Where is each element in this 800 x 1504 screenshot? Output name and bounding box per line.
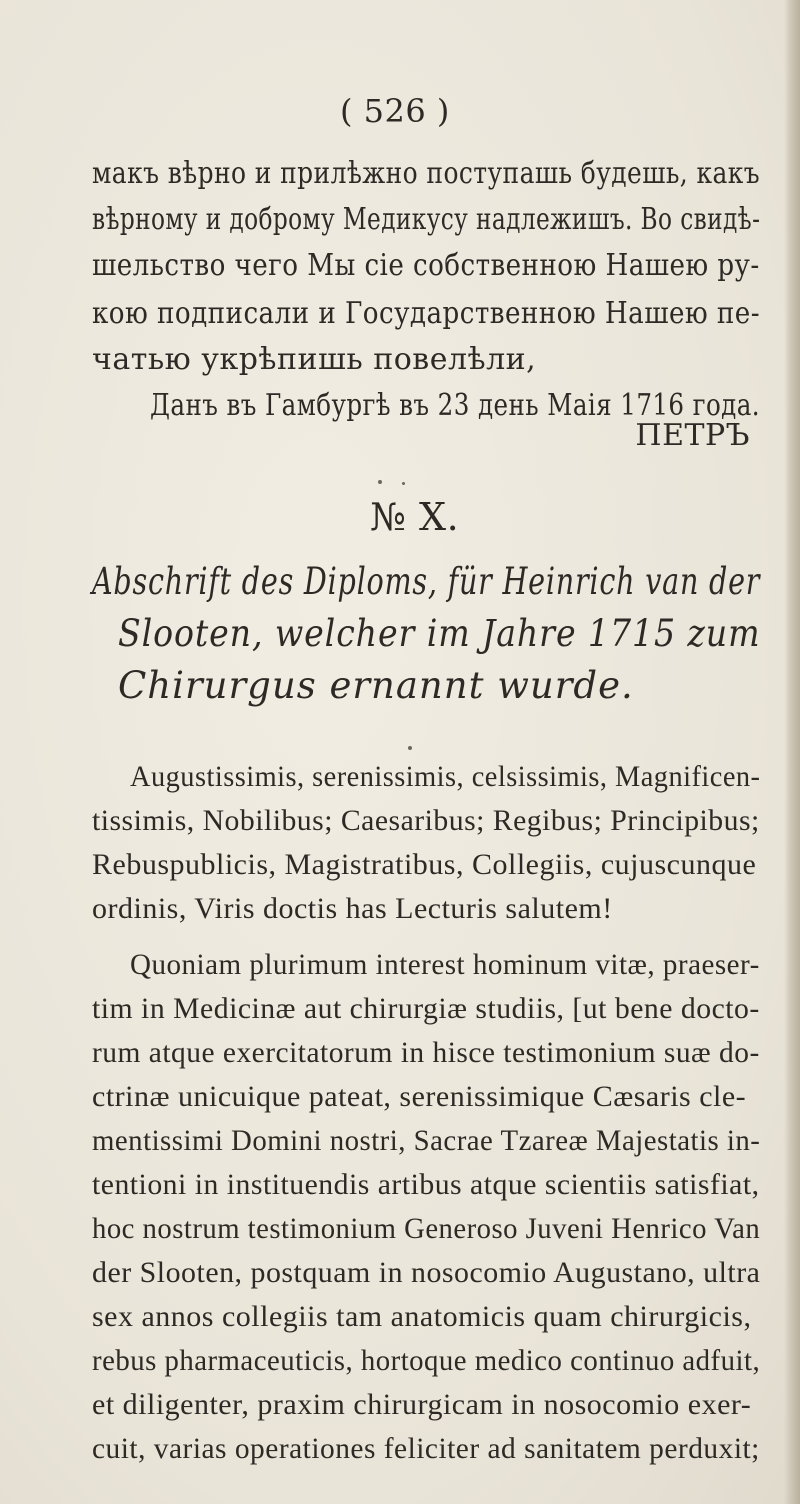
russian-line: чатью укрѣпишь повелѣли, — [92, 342, 537, 377]
latin-line: ordinis, Viris doctis has Lecturis salutem! — [92, 892, 613, 925]
signature: ПЕТРЪ — [635, 418, 750, 453]
russian-line: вѣрному и доброму Медикусу надлежишъ. Во свидѣ- — [92, 202, 761, 237]
latin-line: Quoniam plurimum interest hominum vitæ, praeser- — [130, 948, 760, 981]
german-title-line: Abschrift des Diploms, für Heinrich van der — [92, 560, 761, 603]
date-line: Данъ въ Гамбургѣ въ 23 день Маія 1716 года. — [150, 388, 760, 423]
german-title-line: Chirurgus ernannt wurde. — [118, 664, 634, 707]
ink-speck — [402, 482, 405, 485]
latin-line: Augustissimis, serenissimis, celsissimis, Magnificen- — [130, 760, 761, 793]
latin-line: hoc nostrum testimonium Generoso Juveni Henrico Van — [92, 1212, 761, 1245]
latin-line: tim in Medicinæ aut chirurgiæ studiis, [ut bene docto- — [92, 992, 760, 1025]
page-edge-shadow — [784, 0, 800, 1504]
document-number: № X. — [370, 495, 460, 539]
latin-line: mentissimi Domini nostri, Sacrae Tzareæ Majestatis in- — [92, 1124, 761, 1157]
latin-line: ctrinæ unicuique pateat, serenissimique Cæsaris cle- — [92, 1080, 747, 1113]
latin-line: sex annos collegiis tam anatomicis quam chirurgicis, — [92, 1300, 752, 1333]
latin-line: rum atque exercitatorum in hisce testimonium suæ do- — [92, 1036, 760, 1069]
german-title-line: Slooten, welcher im Jahre 1715 zum — [118, 612, 761, 655]
russian-line: шельство чего Мы сіе собственною Нашею ру- — [92, 248, 760, 283]
ink-speck — [378, 480, 382, 484]
latin-line: rebus pharmaceuticis, hortoque medico continuo adfuit, — [92, 1344, 761, 1377]
page-number: ( 526 ) — [340, 92, 450, 130]
ink-speck — [408, 746, 412, 750]
russian-line: кою подписали и Государственною Нашею пе- — [92, 296, 761, 331]
latin-line: et diligenter, praxim chirurgicam in nosocomio exer- — [92, 1388, 752, 1421]
latin-line: der Slooten, postquam in nosocomio Augustano, ultra — [92, 1256, 761, 1289]
latin-line: tissimis, Nobilibus; Caesaribus; Regibus; Principibus; — [92, 804, 760, 837]
latin-line: tentioni in instituendis artibus atque scientiis satisfiat, — [92, 1168, 760, 1201]
russian-line: макъ вѣрно и прилѣжно поступашь будешь, какъ — [92, 156, 761, 191]
latin-line: cuit, varias operationes feliciter ad sanitatem perduxit; — [92, 1432, 760, 1465]
latin-line: Rebuspublicis, Magistratibus, Collegiis, cujuscunque — [92, 848, 757, 881]
